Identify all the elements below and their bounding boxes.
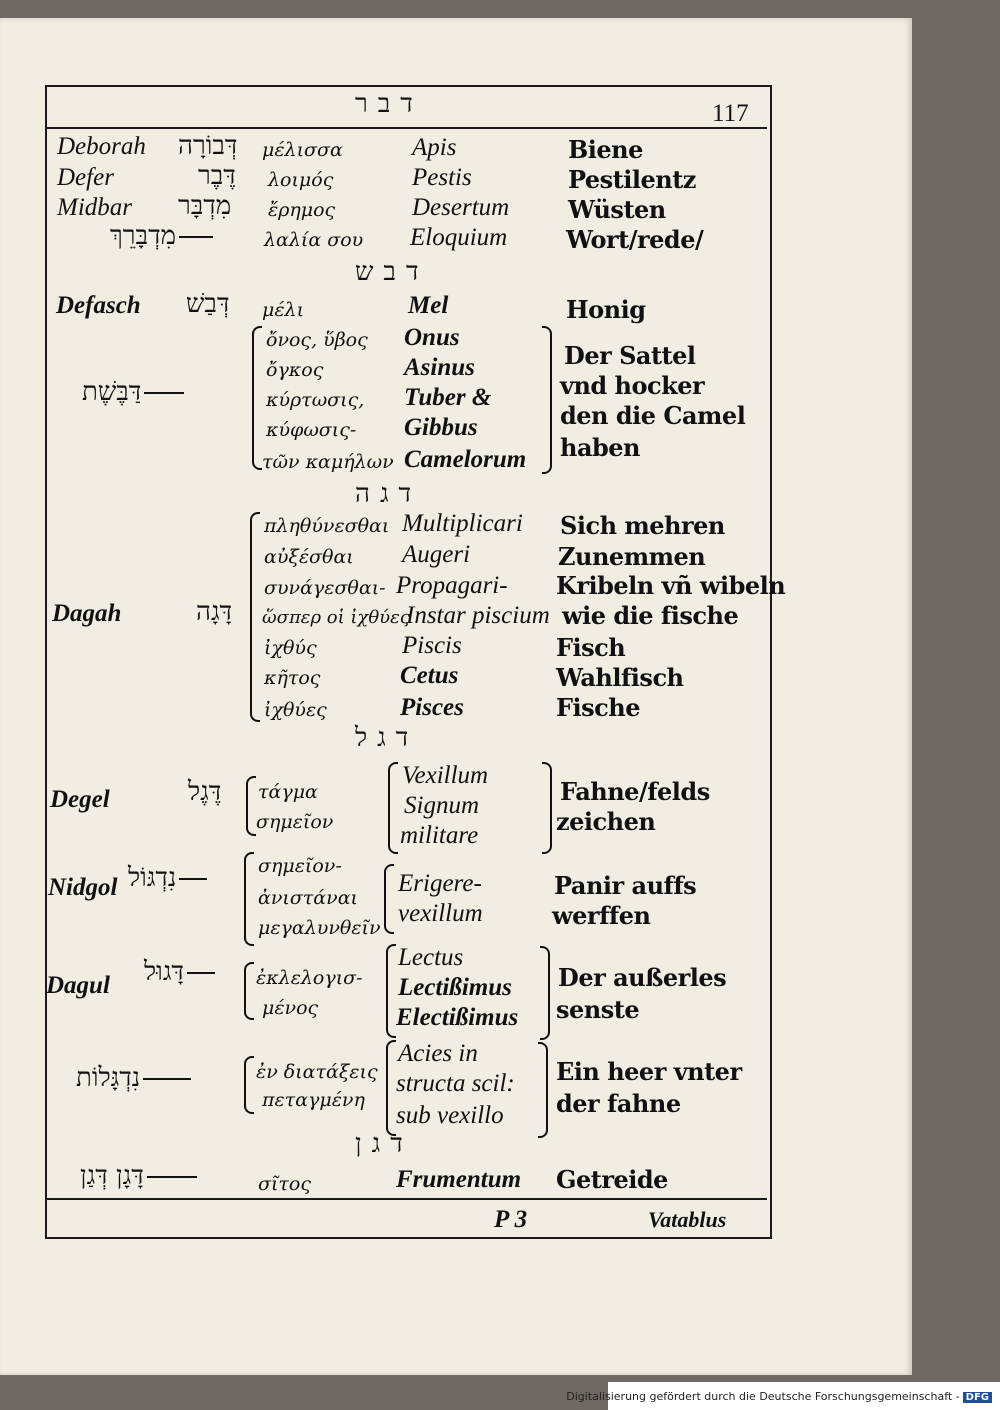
german-line: Der außerles — [558, 963, 727, 992]
greek-line: πληθύνεσθαι — [264, 515, 390, 537]
greek-line: κύρτωσις, — [266, 389, 365, 411]
latin-line: militare — [400, 822, 479, 849]
signature-mark: P 3 — [494, 1206, 528, 1233]
latin-line: Instar piscium — [406, 602, 550, 629]
footer-rule — [47, 1198, 767, 1200]
latin-word: Desertum — [412, 194, 510, 221]
hebrew-word: דֶּבֶר — [198, 161, 236, 191]
greek-line: κῆτος — [264, 667, 321, 689]
latin-line: Cetus — [400, 662, 459, 689]
german-word: Wüsten — [568, 195, 666, 224]
translit: Defer — [57, 164, 114, 191]
german-line: Fahne/felds — [560, 777, 710, 806]
greek-line: ὥσπερ οἱ ἰχθύες — [262, 607, 410, 628]
german-line: Der Sattel — [564, 341, 696, 370]
greek-word: λαλία σου — [264, 229, 364, 251]
dash-line — [179, 878, 207, 880]
greek-line: ὄνος, ὕβος — [266, 329, 368, 351]
hebrew-word: נִדְגָּלוֹת — [76, 1064, 194, 1092]
greek-line: ἐκλελογισ- — [256, 967, 363, 989]
translit: Dagul — [46, 972, 110, 999]
latin-line: Signum — [404, 792, 479, 819]
right-brace — [542, 326, 552, 474]
greek-line: συνάγεσθαι- — [264, 577, 386, 599]
translit: Midbar — [57, 194, 132, 221]
hebrew-word: דָּגָה — [196, 597, 233, 627]
translit: Dagah — [52, 600, 122, 627]
greek-word: μέλισσα — [262, 139, 343, 161]
dash-line — [187, 972, 215, 974]
catchword: Vatablus — [648, 1207, 727, 1232]
page-number: 117 — [712, 100, 749, 127]
greek-line: πεταγμένη — [262, 1089, 365, 1111]
section-heading: דגל — [355, 723, 419, 753]
greek-line: μεγαλυνθεῖν — [258, 917, 381, 939]
header-rule — [47, 127, 767, 129]
latin-word: Frumentum — [396, 1166, 522, 1193]
german-word: Getreide — [556, 1165, 668, 1194]
latin-line: Asinus — [404, 354, 475, 381]
dash-line — [144, 392, 184, 394]
dash-line — [147, 1176, 197, 1178]
german-line: haben — [560, 433, 640, 462]
greek-line: ἀνιστάναι — [258, 887, 358, 909]
hebrew-word: דַּבֶּשֶׁת — [82, 378, 187, 406]
greek-line: τάγμα — [258, 781, 318, 803]
latin-line: Vexillum — [402, 762, 489, 789]
hebrew-word: מִדְבָּרֵךְ — [110, 222, 216, 250]
german-line: senste — [556, 995, 640, 1024]
hebrew-word: דְּבַשׁ — [186, 289, 230, 319]
left-brace — [250, 512, 260, 722]
section-heading: דבש — [355, 257, 429, 287]
latin-line: Camelorum — [404, 446, 527, 473]
dash-line — [143, 1078, 191, 1080]
german-word: Biene — [568, 135, 643, 164]
left-brace — [244, 962, 254, 1020]
dfg-logo: DFG — [963, 1392, 992, 1403]
german-line: Wahlfisch — [556, 663, 684, 692]
greek-line: ὄγκος — [266, 359, 324, 381]
greek-word: μέλι — [262, 299, 305, 321]
left-brace — [244, 1056, 254, 1114]
hebrew-word: דֶּגֶל — [188, 777, 222, 807]
hebrew-word: דָּגָן דְּגַן — [80, 1162, 200, 1190]
left-brace — [252, 326, 262, 470]
left-brace — [386, 944, 396, 1038]
greek-word: ἔρημος — [268, 199, 336, 221]
german-word: Pestilentz — [568, 165, 696, 194]
german-line: Zunemmen — [558, 542, 706, 571]
section-heading: דגן — [355, 1129, 413, 1159]
latin-line: Multiplicari — [402, 510, 523, 537]
left-brace — [244, 852, 254, 946]
hebrew-word: דְּבוֹרָה — [178, 131, 238, 161]
greek-line: μένος — [262, 997, 319, 1019]
greek-line: ἰχθύς — [264, 637, 317, 659]
latin-line: Onus — [404, 324, 460, 351]
greek-line: σημεῖον- — [258, 855, 342, 877]
hebrew-word: דָּגוּל — [144, 958, 218, 986]
german-line: Ein heer vnter — [556, 1057, 742, 1086]
german-line: der fahne — [556, 1089, 681, 1118]
latin-line: Lectißimus — [398, 974, 512, 1001]
latin-word: Apis — [412, 134, 457, 161]
right-brace — [538, 1042, 548, 1138]
translit: Nidgol — [48, 874, 118, 901]
latin-line: Tuber & — [404, 384, 492, 411]
german-line: Panir auffs — [554, 871, 697, 900]
greek-line: ἐν διατάξεις — [256, 1061, 378, 1083]
funding-note: Digitalisierung gefördert durch die Deutsche Forschungsgemeinschaft - DFG — [566, 1390, 992, 1403]
right-brace — [542, 762, 552, 854]
german-line: Sich mehren — [560, 511, 725, 540]
german-word: Wort/rede/ — [566, 225, 704, 254]
german-line: den die Camel — [560, 401, 746, 430]
left-brace — [388, 762, 398, 854]
greek-word: σῖτος — [258, 1173, 312, 1195]
latin-word: Eloquium — [410, 224, 508, 251]
latin-line: sub vexillo — [396, 1102, 504, 1129]
latin-line: Lectus — [398, 944, 464, 971]
latin-line: Electißimus — [396, 1004, 519, 1031]
translit: Degel — [50, 786, 110, 813]
translit: Deborah — [57, 133, 146, 160]
latin-line: Piscis — [402, 632, 462, 659]
greek-line: ἰχθύες — [264, 699, 327, 721]
latin-line: Augeri — [402, 541, 471, 568]
latin-line: Erigere- — [398, 870, 482, 897]
latin-line: vexillum — [398, 900, 483, 927]
translit: Defasch — [56, 292, 141, 319]
latin-word: Pestis — [412, 164, 472, 191]
german-word: Honig — [566, 295, 646, 324]
greek-line: αὐξέσθαι — [264, 546, 354, 568]
left-brace — [246, 776, 256, 836]
latin-line: Pisces — [400, 694, 464, 721]
left-brace — [386, 1040, 396, 1136]
greek-line: τῶν καμήλων — [262, 451, 394, 473]
latin-line: Propagari- — [396, 572, 508, 599]
hebrew-word: מִדְבָּר — [178, 191, 232, 221]
german-line: Fische — [556, 693, 640, 722]
dash-line — [179, 236, 213, 238]
right-brace — [540, 946, 550, 1040]
greek-line: κύφωσις- — [266, 419, 357, 441]
greek-word: λοιμός — [268, 169, 334, 191]
german-line: zeichen — [556, 807, 656, 836]
latin-line: Acies in — [398, 1040, 478, 1067]
german-line: Kribeln vñ wibeln — [556, 571, 786, 600]
german-line: vnd hocker — [560, 371, 705, 400]
left-brace — [384, 864, 394, 934]
greek-line: σημεῖον — [256, 811, 334, 833]
german-line: werffen — [552, 901, 651, 930]
german-line: Fisch — [556, 633, 626, 662]
latin-line: Gibbus — [404, 414, 478, 441]
german-line: wie die fische — [562, 601, 739, 630]
section-heading: דגה — [355, 479, 422, 509]
running-head-hebrew: דבר — [355, 89, 423, 119]
latin-word: Mel — [408, 292, 449, 319]
latin-line: structa scil: — [396, 1070, 515, 1097]
hebrew-word: נִדְגּוֹל — [128, 864, 210, 892]
